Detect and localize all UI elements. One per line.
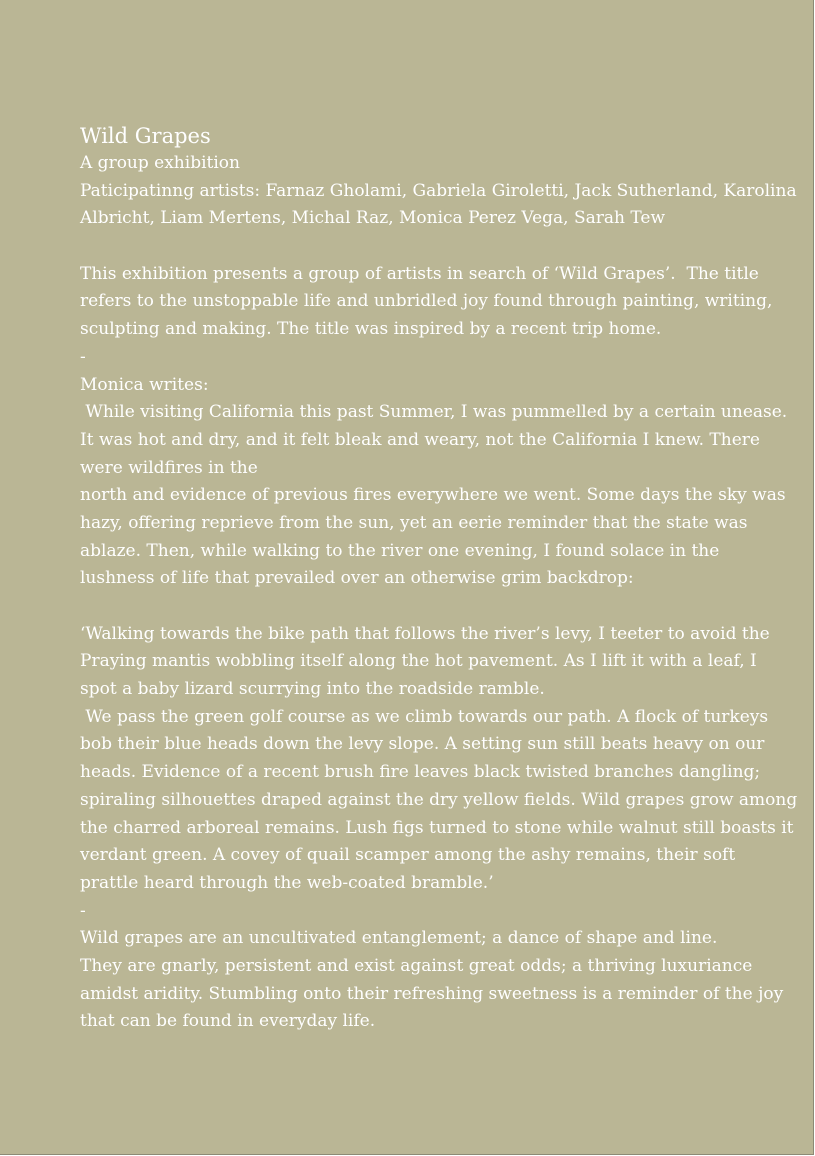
section-separator: - [80,900,86,921]
text-line: Praying mantis wobbling itself along the hot pavement. As I lift it with a leaf, I [80,651,757,672]
closing-paragraph [80,925,784,1036]
text-line: It was hot and dry, and it felt bleak and weary, not the California I knew. There [80,429,760,450]
text-line: We pass the green golf course as we climb towards our path. A flock of turkeys [80,706,769,727]
text-line: spiraling silhouettes draped against the dry yellow fields. Wild grapes grow among [80,789,798,810]
text-line: While visiting California this past Summer, I was pummelled by a certain unease. [80,402,788,423]
text-line: This exhibition presents a group of artists in search of ‘Wild Grapes’. The title [80,263,759,284]
text-line: were wildfires in the [80,457,258,478]
paragraph-gap [80,593,740,621]
intro-paragraph [80,261,773,344]
artists-paragraph [80,178,797,233]
text-line: Paticipatinng artists: Farnaz Gholami, Gabriela Giroletti, Jack Sutherland, Karolina [80,180,797,201]
monica-paragraph [80,399,788,593]
exhibition-title: Wild Grapes [80,124,211,148]
text-line: lushness of life that prevailed over an otherwise grim backdrop: [80,568,634,589]
text-line: ablaze. Then, while walking to the river one evening, I found solace in the [80,540,720,561]
text-line: amidst aridity. Stumbling onto their refreshing sweetness is a reminder of the joy [80,983,784,1004]
text-line: the charred arboreal remains. Lush figs turned to stone while walnut still boasts it [80,817,794,838]
text-line: bob their blue heads down the levy slope. A setting sun still beats heavy on our [80,734,765,755]
text-line: They are gnarly, persistent and exist against great odds; a thriving luxuriance [80,955,753,976]
text-line: ‘Walking towards the bike path that follows the river’s levy, I teeter to avoid the [80,623,770,644]
text-line: that can be found in everyday life. [80,1011,376,1032]
text-line: prattle heard through the web-coated bramble.’ [80,872,494,893]
text-line: refers to the unstoppable life and unbridled joy found through painting, writing, [80,291,773,312]
paragraph-gap [80,233,740,261]
text-line: hazy, offering reprieve from the sun, yet an eerie reminder that the state was [80,512,748,533]
text-line: north and evidence of previous fires everywhere we went. Some days the sky was [80,485,786,506]
text-line: verdant green. A covey of quail scamper among the ashy remains, their soft [80,845,736,866]
text-line: heads. Evidence of a recent brush fire leaves black twisted branches dangling; [80,762,761,783]
document-body [80,122,798,1036]
text-line: Albricht, Liam Mertens, Michal Raz, Monica Perez Vega, Sarah Tew [80,208,665,229]
exhibition-subtitle: A group exhibition [80,153,240,173]
quote-paragraph [80,621,798,898]
text-line: sculpting and making. The title was inspired by a recent trip home. [80,319,662,340]
monica-heading: Monica writes: [80,374,209,395]
text-line: Wild grapes are an uncultivated entanglement; a dance of shape and line. [80,928,718,949]
text-line: spot a baby lizard scurrying into the roadside ramble. [80,679,545,700]
section-separator: - [80,346,86,367]
